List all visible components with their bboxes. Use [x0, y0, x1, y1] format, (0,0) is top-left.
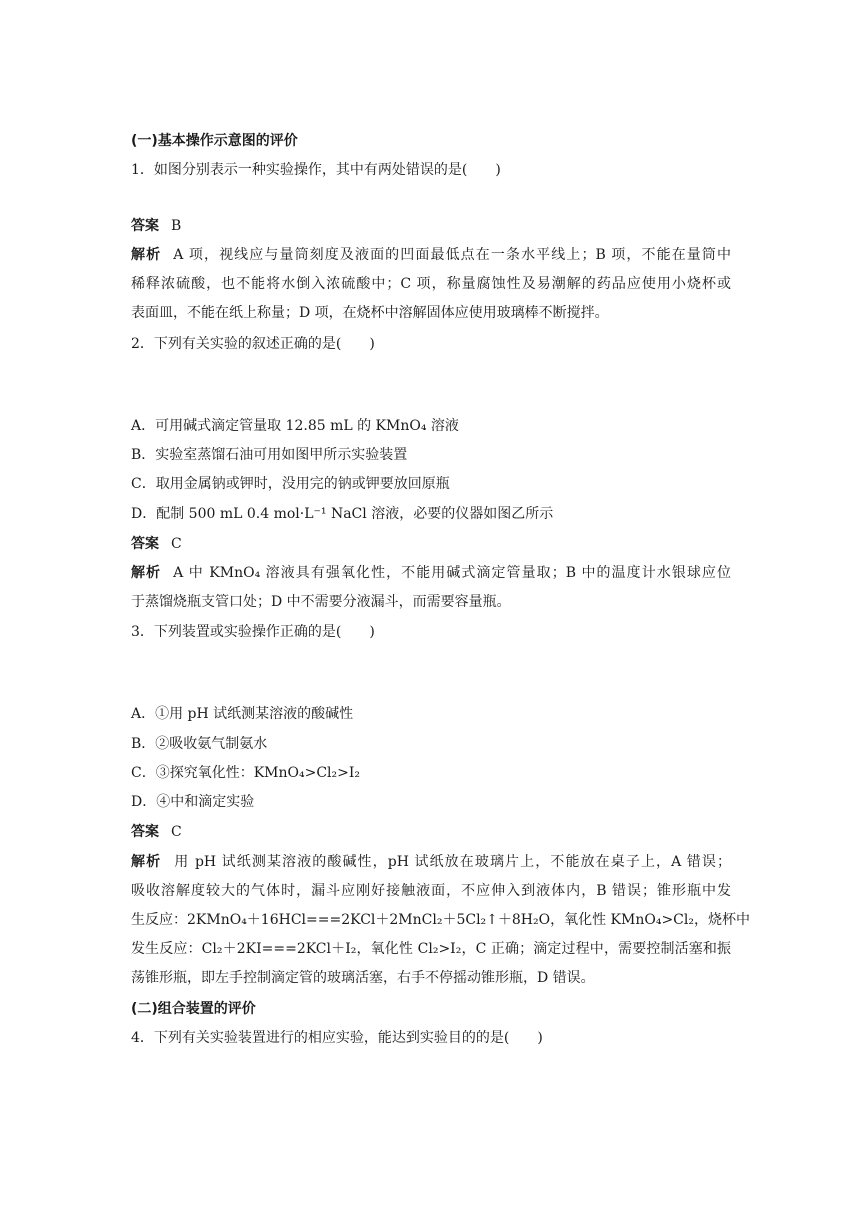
question-2-stem: 2．下列有关实验的叙述正确的是( ) — [131, 336, 375, 352]
answer-label: 答案 — [131, 536, 159, 552]
question-3-analysis-line-3: 生反应：2KMnO₄＋16HCl===2KCl＋2MnCl₂＋5Cl₂↑＋8H₂O，氧化性 KMnO₄>Cl₂，烧杯中 — [131, 912, 750, 928]
answer-label: 答案 — [131, 824, 159, 840]
question-3-option-c: C．③探究氧化性：KMnO₄>Cl₂>I₂ — [131, 765, 361, 781]
question-2-option-d: D．配制 500 mL 0.4 mol·L⁻¹ NaCl 溶液，必要的仪器如图乙所示 — [131, 506, 554, 522]
question-2-option-c: C．取用金属钠或钾时，没用完的钠或钾要放回原瓶 — [131, 476, 450, 492]
section-heading-2: (二)组合装置的评价 — [131, 1001, 256, 1017]
question-4-stem: 4．下列有关实验装置进行的相应实验，能达到实验目的的是( ) — [131, 1030, 543, 1046]
question-2-analysis-line-1: 解析 A 中 KMnO₄ 溶液具有强氧化性，不能用碱式滴定管量取；B 中的温度计水银球应位 — [131, 565, 731, 581]
answer-label: 答案 — [131, 218, 159, 234]
question-3-analysis-line-5: 荡锥形瓶，即左手控制滴定管的玻璃活塞，右手不停摇动锥形瓶，D 错误。 — [131, 970, 595, 986]
analysis-label: 解析 — [131, 854, 162, 870]
question-3-analysis-line-2: 吸收溶解度较大的气体时，漏斗应刚好接触液面，不应伸入到液体内，B 错误；锥形瓶中发 — [131, 883, 731, 899]
question-3-answer — [131, 822, 731, 842]
question-3-option-d: D．④中和滴定实验 — [131, 794, 255, 810]
answer-value: C — [171, 536, 182, 552]
question-1-analysis-line-3: 表面皿，不能在纸上称量；D 项，在烧杯中溶解固体应使用玻璃棒不断搅拌。 — [131, 305, 609, 321]
question-3-option-a: A．①用 pH 试纸测某溶液的酸碱性 — [131, 706, 354, 722]
question-3-stem: 3．下列装置或实验操作正确的是( ) — [131, 624, 375, 640]
section-heading-1: (一)基本操作示意图的评价 — [131, 133, 298, 149]
question-1-analysis-line-1: 解析 A 项，视线应与量筒刻度及液面的凹面最低点在一条水平线上；B 项，不能在量筒中 — [131, 247, 732, 263]
answer-value: B — [171, 218, 182, 234]
analysis-label: 解析 — [131, 565, 162, 581]
question-2-answer — [131, 534, 731, 554]
question-3-option-b: B．②吸收氨气制氨水 — [131, 736, 268, 752]
question-2-option-a: A．可用碱式滴定管量取 12.85 mL 的 KMnO₄ 溶液 — [131, 418, 459, 434]
answer-value: C — [171, 824, 182, 840]
question-1-stem: 1．如图分别表示一种实验操作，其中有两处错误的是( ) — [131, 162, 501, 178]
question-2-option-b: B．实验室蒸馏石油可用如图甲所示实验装置 — [131, 447, 408, 463]
question-1-analysis-line-2: 稀释浓硫酸，也不能将水倒入浓硫酸中；C 项，称量腐蚀性及易潮解的药品应使用小烧杯或 — [131, 276, 731, 292]
question-3-analysis-line-1: 解析 用 pH 试纸测某溶液的酸碱性，pH 试纸放在玻璃片上，不能放在桌子上，A 错误； — [131, 854, 731, 870]
analysis-label: 解析 — [131, 247, 162, 263]
question-2-analysis-line-2: 于蒸馏烧瓶支管口处；D 中不需要分液漏斗，而需要容量瓶。 — [131, 594, 511, 610]
question-1-answer — [131, 216, 731, 236]
question-3-analysis-line-4: 发生反应：Cl₂＋2KI===2KCl＋I₂，氧化性 Cl₂>I₂，C 正确；滴定过程中，需要控制活塞和振 — [131, 941, 731, 957]
